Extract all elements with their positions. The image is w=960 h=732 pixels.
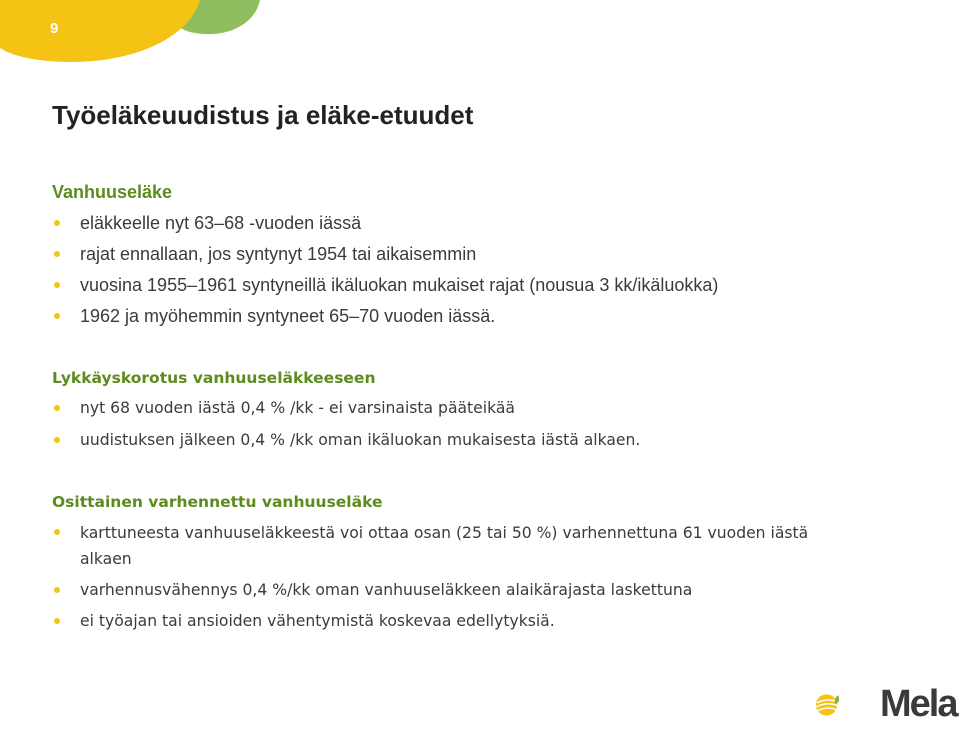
- mela-logo-icon: [813, 680, 883, 728]
- bullet-list: [52, 520, 912, 633]
- section-heading: Vanhuuseläke: [52, 182, 173, 202]
- yellow-sun-shape: [0, 0, 200, 62]
- section-lykkayskorotus: [52, 369, 912, 452]
- section-heading: Osittainen varhennettu vanhuuseläke: [52, 493, 383, 511]
- list-item: 1962 ja myöhemmin syntyneet 65–70 vuoden iässä.: [52, 304, 912, 328]
- list-item: ei työajan tai ansioiden vähentymistä koskevaa edellytyksiä.: [52, 609, 912, 633]
- section-heading: Lykkäyskorotus vanhuuseläkkeeseen: [52, 369, 376, 387]
- section-vanhuuselake: [52, 182, 912, 328]
- list-item: varhennusvähennys 0,4 %/kk oman vanhuuseläkkeen alaikärajasta laskettuna: [52, 578, 912, 602]
- page-title: Työeläkeuudistus ja eläke-etuudet: [52, 100, 474, 130]
- list-item: nyt 68 vuoden iästä 0,4 % /kk - ei varsinaista pääteikää: [52, 396, 912, 420]
- list-item: eläkkeelle nyt 63–68 -vuoden iässä: [52, 211, 912, 235]
- list-item: rajat ennallaan, jos syntynyt 1954 tai aikaisemmin: [52, 242, 912, 266]
- logo-text: Mela: [880, 683, 957, 725]
- list-item: karttuneesta vanhuuseläkkeestä voi ottaa osan (25 tai 50 %) varhennettuna 61 vuoden iästä alkaen: [52, 520, 810, 572]
- page-number: 9: [50, 20, 59, 37]
- section-osittainen-varhennettu: [52, 493, 912, 633]
- list-item: uudistuksen jälkeen 0,4 % /kk oman ikäluokan mukaisesta iästä alkaen.: [52, 428, 912, 452]
- bullet-list: [52, 211, 912, 328]
- header-decoration: [0, 0, 280, 70]
- list-item: vuosina 1955–1961 syntyneillä ikäluokan mukaiset rajat (nousua 3 kk/ikäluokka): [52, 273, 912, 297]
- bullet-list: [52, 396, 912, 452]
